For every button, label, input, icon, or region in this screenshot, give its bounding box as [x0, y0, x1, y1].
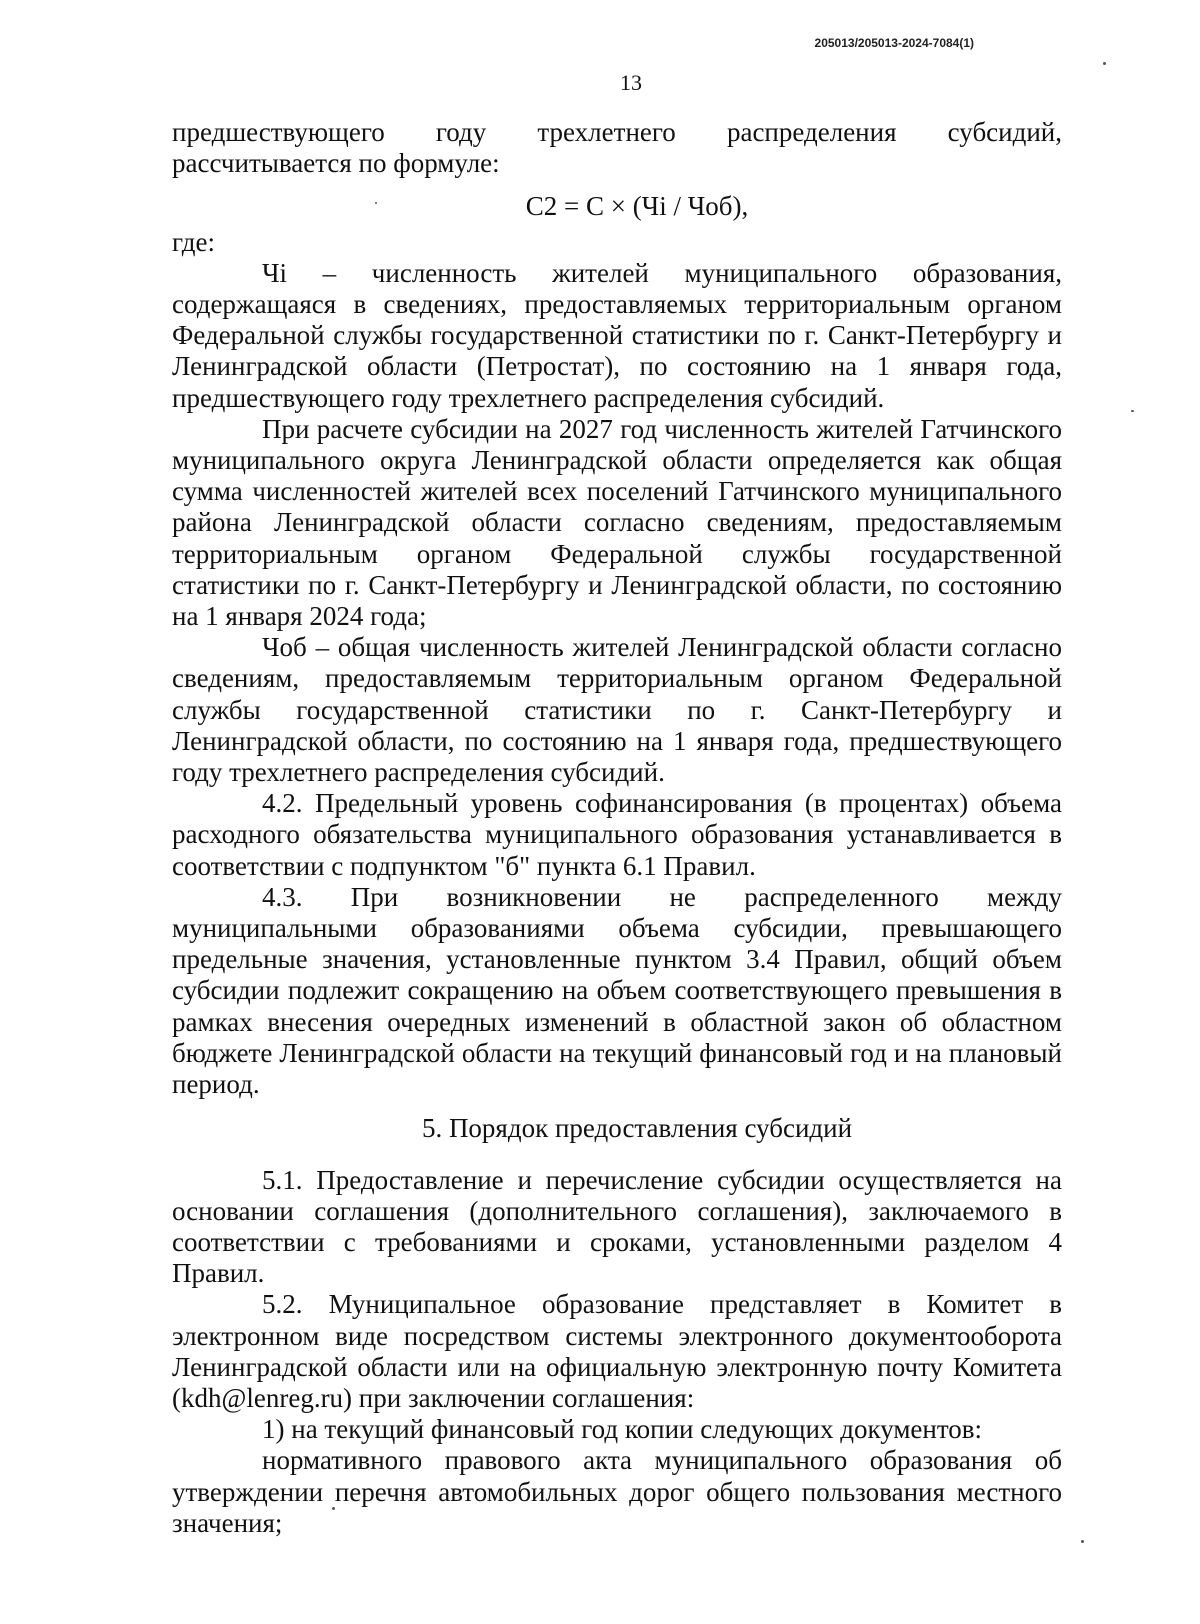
- paragraph-formula-intro: предшествующего году трехлетнего распределения субсидий, рассчитывается по формуле:: [172, 117, 1062, 179]
- paragraph-5-1: 5.1. Предоставление и перечисление субсидии осуществляется на основании соглашения (дополнительного соглашения), заключаемого в соответствии с требованиями и сроками, установленными разделом 4 Правил.: [172, 1164, 1062, 1289]
- paragraph-2027-calculation: При расчете субсидии на 2027 год численность жителей Гатчинского муниципального округа Ленинградской области определяется как общая сумма численностей жителей всех поселений Гатчинского муниципального района Ленинградской области согласно сведениям, предоставляемым территориальным органом Федеральной службы государственной статистики по г. Санкт-Петербургу и Ленинградской области, по состоянию на 1 января 2024 года;: [172, 413, 1062, 632]
- formula: С2 = С × (Чi / Чоб),: [525, 191, 749, 222]
- paragraph-npa: нормативного правового акта муниципального образования об утверждении перечня автомобильных дорог общего пользования местного значения;: [172, 1445, 1062, 1538]
- section-5-heading: 5. Порядок предоставления субсидий: [421, 1113, 853, 1144]
- scan-speck: [1103, 62, 1106, 65]
- document-body: [172, 117, 1062, 1539]
- scan-speck: [375, 202, 377, 204]
- scan-speck: [1081, 1540, 1084, 1543]
- paragraph-5-2: 5.2. Муниципальное образование представляет в Комитет в электронном виде посредством системы электронного документооборота Ленинградской области или на официальную электронную почту Комитета (kdh@lenreg.ru) при заключении соглашения:: [172, 1289, 1062, 1413]
- paragraph-chob-definition: Чоб – общая численность жителей Ленинградской области согласно сведениям, предоставляемым территориальным органом Федеральной службы государственной статистики по г. Санкт-Петербургу и Ленинградской области, по состоянию на 1 января года, предшествующего году трехлетнего распределения субсидий.: [172, 632, 1062, 788]
- scan-speck: [332, 1507, 335, 1510]
- paragraph-4-2: 4.2. Предельный уровень софинансирования (в процентах) объема расходного обязательства муниципального образования устанавливается в соответствии с подпунктом "б" пункта 6.1 Правил.: [172, 788, 1062, 881]
- scan-speck: [1131, 410, 1134, 412]
- paragraph-where: где:: [172, 226, 215, 257]
- paragraph-4-3: 4.3. При возникновении не распределенного между муниципальными образованиями объема субсидии, превышающего предельные значения, установленные пунктом 3.4 Правил, общий объем субсидии подлежит сокращению на объем соответствующего превышения в рамках внесения очередных изменений в областной закон об областном бюджете Ленинградской области на текущий финансовый год и на плановый период.: [172, 881, 1062, 1100]
- paragraph-item-1: 1) на текущий финансовый год копии следующих документов:: [262, 1414, 983, 1445]
- page-number: 13: [620, 70, 642, 95]
- paragraph-chi-definition: Чi – численность жителей муниципального образования, содержащаяся в сведениях, предоставляемых территориальным органом Федеральной службы государственной статистики по г. Санкт-Петербургу и Ленинградской области (Петростат), по состоянию на 1 января года, предшествующего году трехлетнего распределения субсидий.: [172, 257, 1062, 413]
- document-id: 205013/205013-2024-7084(1): [814, 36, 974, 50]
